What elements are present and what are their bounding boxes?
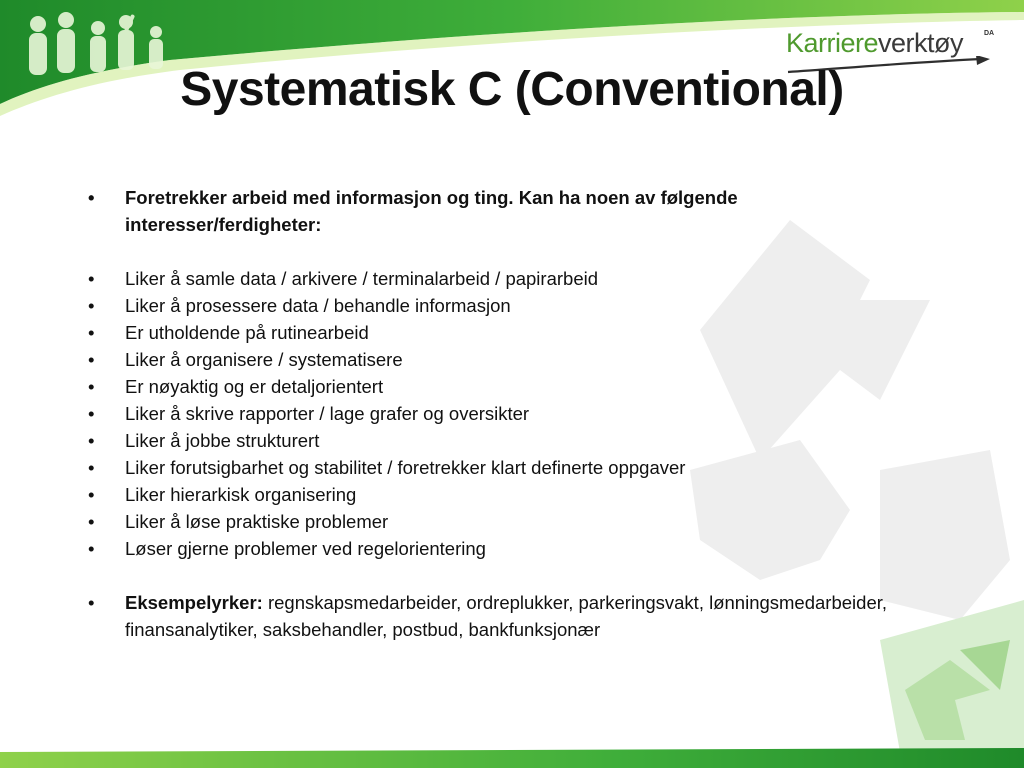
- list-item: [88, 346, 888, 373]
- bullet-marker: •: [88, 484, 95, 505]
- logo-suffix: DA: [984, 30, 995, 37]
- examples-label: Eksempelyrker:: [125, 592, 263, 613]
- logo-word-green: Karriere: [786, 28, 879, 58]
- list-item-text: Liker å samle data / arkivere / terminalarbeid / papirarbeid: [125, 268, 599, 289]
- bullet-marker: •: [88, 349, 95, 370]
- list-item-text: Løser gjerne problemer ved regelorientering: [125, 538, 486, 559]
- bullet-marker: •: [88, 376, 95, 397]
- list-item: [88, 319, 888, 346]
- bottom-right-arrows: [880, 600, 1024, 752]
- examples-item: [88, 589, 888, 643]
- list-item-text: Liker å organisere / systematisere: [125, 349, 403, 370]
- bullet-marker: •: [88, 187, 95, 208]
- intro-text: Foretrekker arbeid med informasjon og ting. Kan ha noen av følgende interesser/ferdigheter:: [125, 187, 738, 235]
- list-item-text: Er utholdende på rutinearbeid: [125, 322, 369, 343]
- list-item: [88, 373, 888, 400]
- list-item: [88, 265, 888, 292]
- spacer: [88, 562, 888, 589]
- list-item: [88, 535, 888, 562]
- bottom-bar: [0, 748, 1024, 768]
- bullet-marker: •: [88, 457, 95, 478]
- slide-title: Systematisk C (Conventional): [180, 63, 844, 116]
- bullet-marker: •: [88, 538, 95, 559]
- list-item-text: Liker å løse praktiske problemer: [125, 511, 389, 532]
- bullet-marker: •: [88, 403, 95, 424]
- bullet-list: [88, 265, 888, 562]
- list-item: [88, 454, 888, 481]
- examples-text: regnskapsmedarbeider, ordreplukker, parkeringsvakt, lønningsmedarbeider, finansanalytiker, saksbehandler, postbud, bankfunksjonær: [125, 592, 888, 640]
- list-item-text: Er nøyaktig og er detaljorientert: [125, 376, 384, 397]
- list-item-text: Liker forutsigbarhet og stabilitet / foretrekker klart definerte oppgaver: [125, 457, 686, 478]
- bullet-marker: •: [88, 592, 95, 613]
- spacer: [88, 238, 888, 265]
- bullet-marker: •: [88, 322, 95, 343]
- bullet-marker: •: [88, 295, 95, 316]
- list-item: [88, 292, 888, 319]
- intro-item: [88, 184, 888, 238]
- list-item: [88, 427, 888, 454]
- list-item: [88, 481, 888, 508]
- logo-word-dark: verktøy: [878, 28, 964, 58]
- bullet-marker: •: [88, 268, 95, 289]
- logo-wordmark: [786, 28, 963, 59]
- list-item-text: Liker hierarkisk organisering: [125, 484, 357, 505]
- bullet-marker: •: [88, 430, 95, 451]
- list-item-text: Liker å skrive rapporter / lage grafer og oversikter: [125, 403, 530, 424]
- list-item: [88, 400, 888, 427]
- list-item: [88, 508, 888, 535]
- slide-content: [88, 184, 888, 643]
- list-item-text: Liker å prosessere data / behandle informasjon: [125, 295, 511, 316]
- list-item-text: Liker å jobbe strukturert: [125, 430, 320, 451]
- bullet-marker: •: [88, 511, 95, 532]
